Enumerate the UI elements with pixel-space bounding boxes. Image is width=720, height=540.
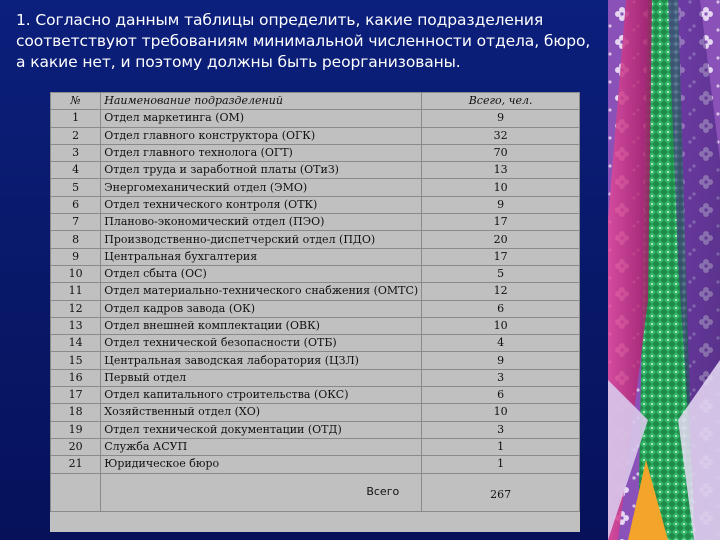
table-row: [51, 127, 580, 144]
row-number: 14: [51, 335, 101, 352]
department-name: Отдел капитального строительства (ОКС): [101, 387, 422, 404]
row-number: 16: [51, 369, 101, 386]
headcount: 10: [422, 404, 580, 421]
row-number: 9: [51, 248, 101, 265]
total-value: 267: [422, 473, 580, 511]
row-number: 17: [51, 387, 101, 404]
table-row: [51, 214, 580, 231]
row-number: 11: [51, 283, 101, 300]
table-row: [51, 404, 580, 421]
table-row: [51, 248, 580, 265]
department-name: Планово-экономический отдел (ПЭО): [101, 214, 422, 231]
headcount: 9: [422, 352, 580, 369]
headcount: 9: [422, 110, 580, 127]
total-row-number-cell: [51, 473, 101, 511]
department-name: Отдел кадров завода (ОК): [101, 300, 422, 317]
department-name: Центральная бухгалтерия: [101, 248, 422, 265]
column-header-name: Наименование подразделений: [101, 93, 422, 110]
table-row: [51, 265, 580, 282]
table-row: [51, 162, 580, 179]
table-row: [51, 421, 580, 438]
headcount: 1: [422, 456, 580, 473]
row-number: 2: [51, 127, 101, 144]
department-name: Отдел главного технолога (ОГТ): [101, 144, 422, 161]
department-name: Энергомеханический отдел (ЭМО): [101, 179, 422, 196]
headcount: 17: [422, 248, 580, 265]
table-row: [51, 196, 580, 213]
departments-table-container: [50, 92, 580, 532]
headcount: 12: [422, 283, 580, 300]
table-row: [51, 110, 580, 127]
row-number: 1: [51, 110, 101, 127]
fabric-pattern-illustration: [608, 0, 720, 540]
row-number: 21: [51, 456, 101, 473]
department-name: Служба АСУП: [101, 438, 422, 455]
department-name: Отдел внешней комплектации (ОВК): [101, 317, 422, 334]
headcount: 3: [422, 421, 580, 438]
row-number: 18: [51, 404, 101, 421]
headcount: 4: [422, 335, 580, 352]
table-total-row: [51, 473, 580, 511]
row-number: 10: [51, 265, 101, 282]
table-row: [51, 456, 580, 473]
headcount: 1: [422, 438, 580, 455]
decorative-panel: [608, 0, 720, 540]
headcount: 9: [422, 196, 580, 213]
row-number: 5: [51, 179, 101, 196]
row-number: 13: [51, 317, 101, 334]
department-name: Первый отдел: [101, 369, 422, 386]
department-name: Хозяйственный отдел (ХО): [101, 404, 422, 421]
department-name: Отдел главного конструктора (ОГК): [101, 127, 422, 144]
row-number: 8: [51, 231, 101, 248]
headcount: 10: [422, 179, 580, 196]
departments-table: [50, 92, 580, 512]
row-number: 4: [51, 162, 101, 179]
row-number: 20: [51, 438, 101, 455]
department-name: Производственно-диспетчерский отдел (ПДО): [101, 231, 422, 248]
headcount: 70: [422, 144, 580, 161]
department-name: Отдел технического контроля (ОТК): [101, 196, 422, 213]
table-row: [51, 144, 580, 161]
department-name: Отдел сбыта (ОС): [101, 265, 422, 282]
row-number: 3: [51, 144, 101, 161]
headcount: 13: [422, 162, 580, 179]
table-row: [51, 317, 580, 334]
column-header-total: Всего, чел.: [422, 93, 580, 110]
headcount: 17: [422, 214, 580, 231]
headcount: 3: [422, 369, 580, 386]
row-number: 6: [51, 196, 101, 213]
row-number: 19: [51, 421, 101, 438]
table-row: [51, 231, 580, 248]
table-row: [51, 352, 580, 369]
task-title: 1. Согласно данным таблицы определить, какие подразделения соответствуют требованиям минимальной численности отдела, бюро, а какие нет, и поэтому должны быть реорганизованы.: [16, 11, 591, 71]
row-number: 7: [51, 214, 101, 231]
department-name: Отдел технической безопасности (ОТБ): [101, 335, 422, 352]
table-row: [51, 335, 580, 352]
total-label: Всего: [101, 473, 422, 511]
department-name: Юридическое бюро: [101, 456, 422, 473]
table-row: [51, 387, 580, 404]
headcount: 6: [422, 387, 580, 404]
table-row: [51, 438, 580, 455]
department-name: Центральная заводская лаборатория (ЦЗЛ): [101, 352, 422, 369]
headcount: 32: [422, 127, 580, 144]
department-name: Отдел материально-технического снабжения (ОМТС): [101, 283, 422, 300]
headcount: 5: [422, 265, 580, 282]
department-name: Отдел маркетинга (ОМ): [101, 110, 422, 127]
table-row: [51, 283, 580, 300]
department-name: Отдел труда и заработной платы (ОТиЗ): [101, 162, 422, 179]
headcount: 6: [422, 300, 580, 317]
table-row: [51, 179, 580, 196]
table-row: [51, 300, 580, 317]
headcount: 20: [422, 231, 580, 248]
column-header-number: №: [51, 93, 101, 110]
row-number: 12: [51, 300, 101, 317]
table-row: [51, 369, 580, 386]
department-name: Отдел технической документации (ОТД): [101, 421, 422, 438]
headcount: 10: [422, 317, 580, 334]
table-header-row: [51, 93, 580, 110]
row-number: 15: [51, 352, 101, 369]
